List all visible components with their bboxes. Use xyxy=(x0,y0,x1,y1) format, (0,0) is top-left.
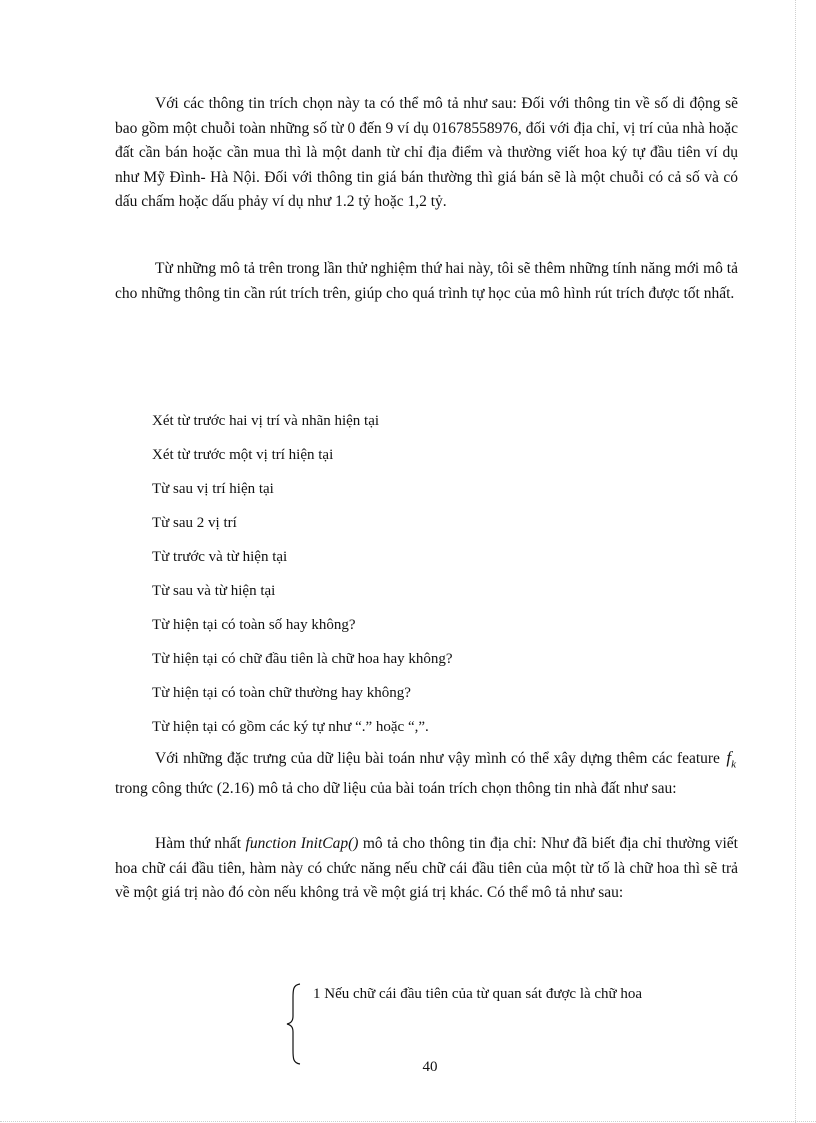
list-item: Từ hiện tại có chữ đầu tiên là chữ hoa hay không? xyxy=(152,651,453,667)
list-item: Từ hiện tại có toàn số hay không? xyxy=(152,617,356,633)
paragraph-feature-definition xyxy=(115,746,738,801)
paragraph-information-description: Với các thông tin trích chọn này ta có thể mô tả như sau: Đối với thông tin về số di động sẽ bao gồm một chuỗi toàn những số từ 0 đến 9 ví dụ 01678558976, đối với địa chỉ, vị trí của nhà hoặc đất cần bán hoặc cần mua thì là một danh từ chỉ địa điểm và thường viết hoa ký tự đầu tiên ví dụ như Mỹ Đình- Hà Nội. Đối với thông tin giá bán thường thì giá bán sẽ là một chuỗi có cả số và có dấu chấm hoặc dấu phảy ví dụ như 1.2 tỷ hoặc 1,2 tỷ. xyxy=(115,95,738,210)
page-border-right xyxy=(795,0,797,1123)
list-item: Từ sau và từ hiện tại xyxy=(152,583,276,599)
paragraph-text: Hàm thứ nhất xyxy=(155,835,242,852)
formula-case-1: 1 Nếu chữ cái đầu tiên của từ quan sát được là chữ hoa xyxy=(313,986,643,1002)
feature-list xyxy=(152,409,453,749)
paragraph-text: trong công thức (2.16) mô tả cho dữ liệu của bài toán trích chọn thông tin nhà đất như sau: xyxy=(115,779,677,797)
list-item: Xét từ trước hai vị trí và nhãn hiện tại xyxy=(152,413,380,429)
list-item: Từ sau 2 vị trí xyxy=(152,515,237,531)
list-item: Từ hiện tại có gồm các ký tự như “.” hoặc “,”. xyxy=(152,719,429,735)
paragraph-text: mô tả cho thông tin địa chỉ: Như đã biết địa chỉ thường viết hoa chữ cái đầu tiên, hàm này có chức năng nếu chữ cái đầu tiên của một từ tố là chữ hoa thì sẽ trả về một giá trị nào đó còn nếu không trả về một giá trị khác. Có thể mô tả như sau: xyxy=(115,835,738,901)
list-item: Từ trước và từ hiện tại xyxy=(152,549,288,565)
paragraph-initcap-function xyxy=(115,832,738,906)
feature-symbol: $f_k$ xyxy=(726,748,737,771)
page-number: 40 xyxy=(422,1059,438,1075)
left-brace-icon xyxy=(285,982,305,1066)
list-item: Từ sau vị trí hiện tại xyxy=(152,481,274,497)
function-name: function InitCap() xyxy=(245,835,359,852)
list-item: Từ hiện tại có toàn chữ thường hay không? xyxy=(152,685,411,701)
list-item: Xét từ trước một vị trí hiện tại xyxy=(152,447,334,463)
paragraph-second-experiment: Từ những mô tả trên trong lần thử nghiệm thứ hai này, tôi sẽ thêm những tính năng mới mô tả cho những thông tin cần rút trích trên, giúp cho quá trình tự học của mô hình rút trích được tốt nhất. xyxy=(115,260,738,302)
paragraph-text: Với những đặc trưng của dữ liệu bài toán như vậy mình có thể xây dựng thêm các feature xyxy=(155,750,720,767)
